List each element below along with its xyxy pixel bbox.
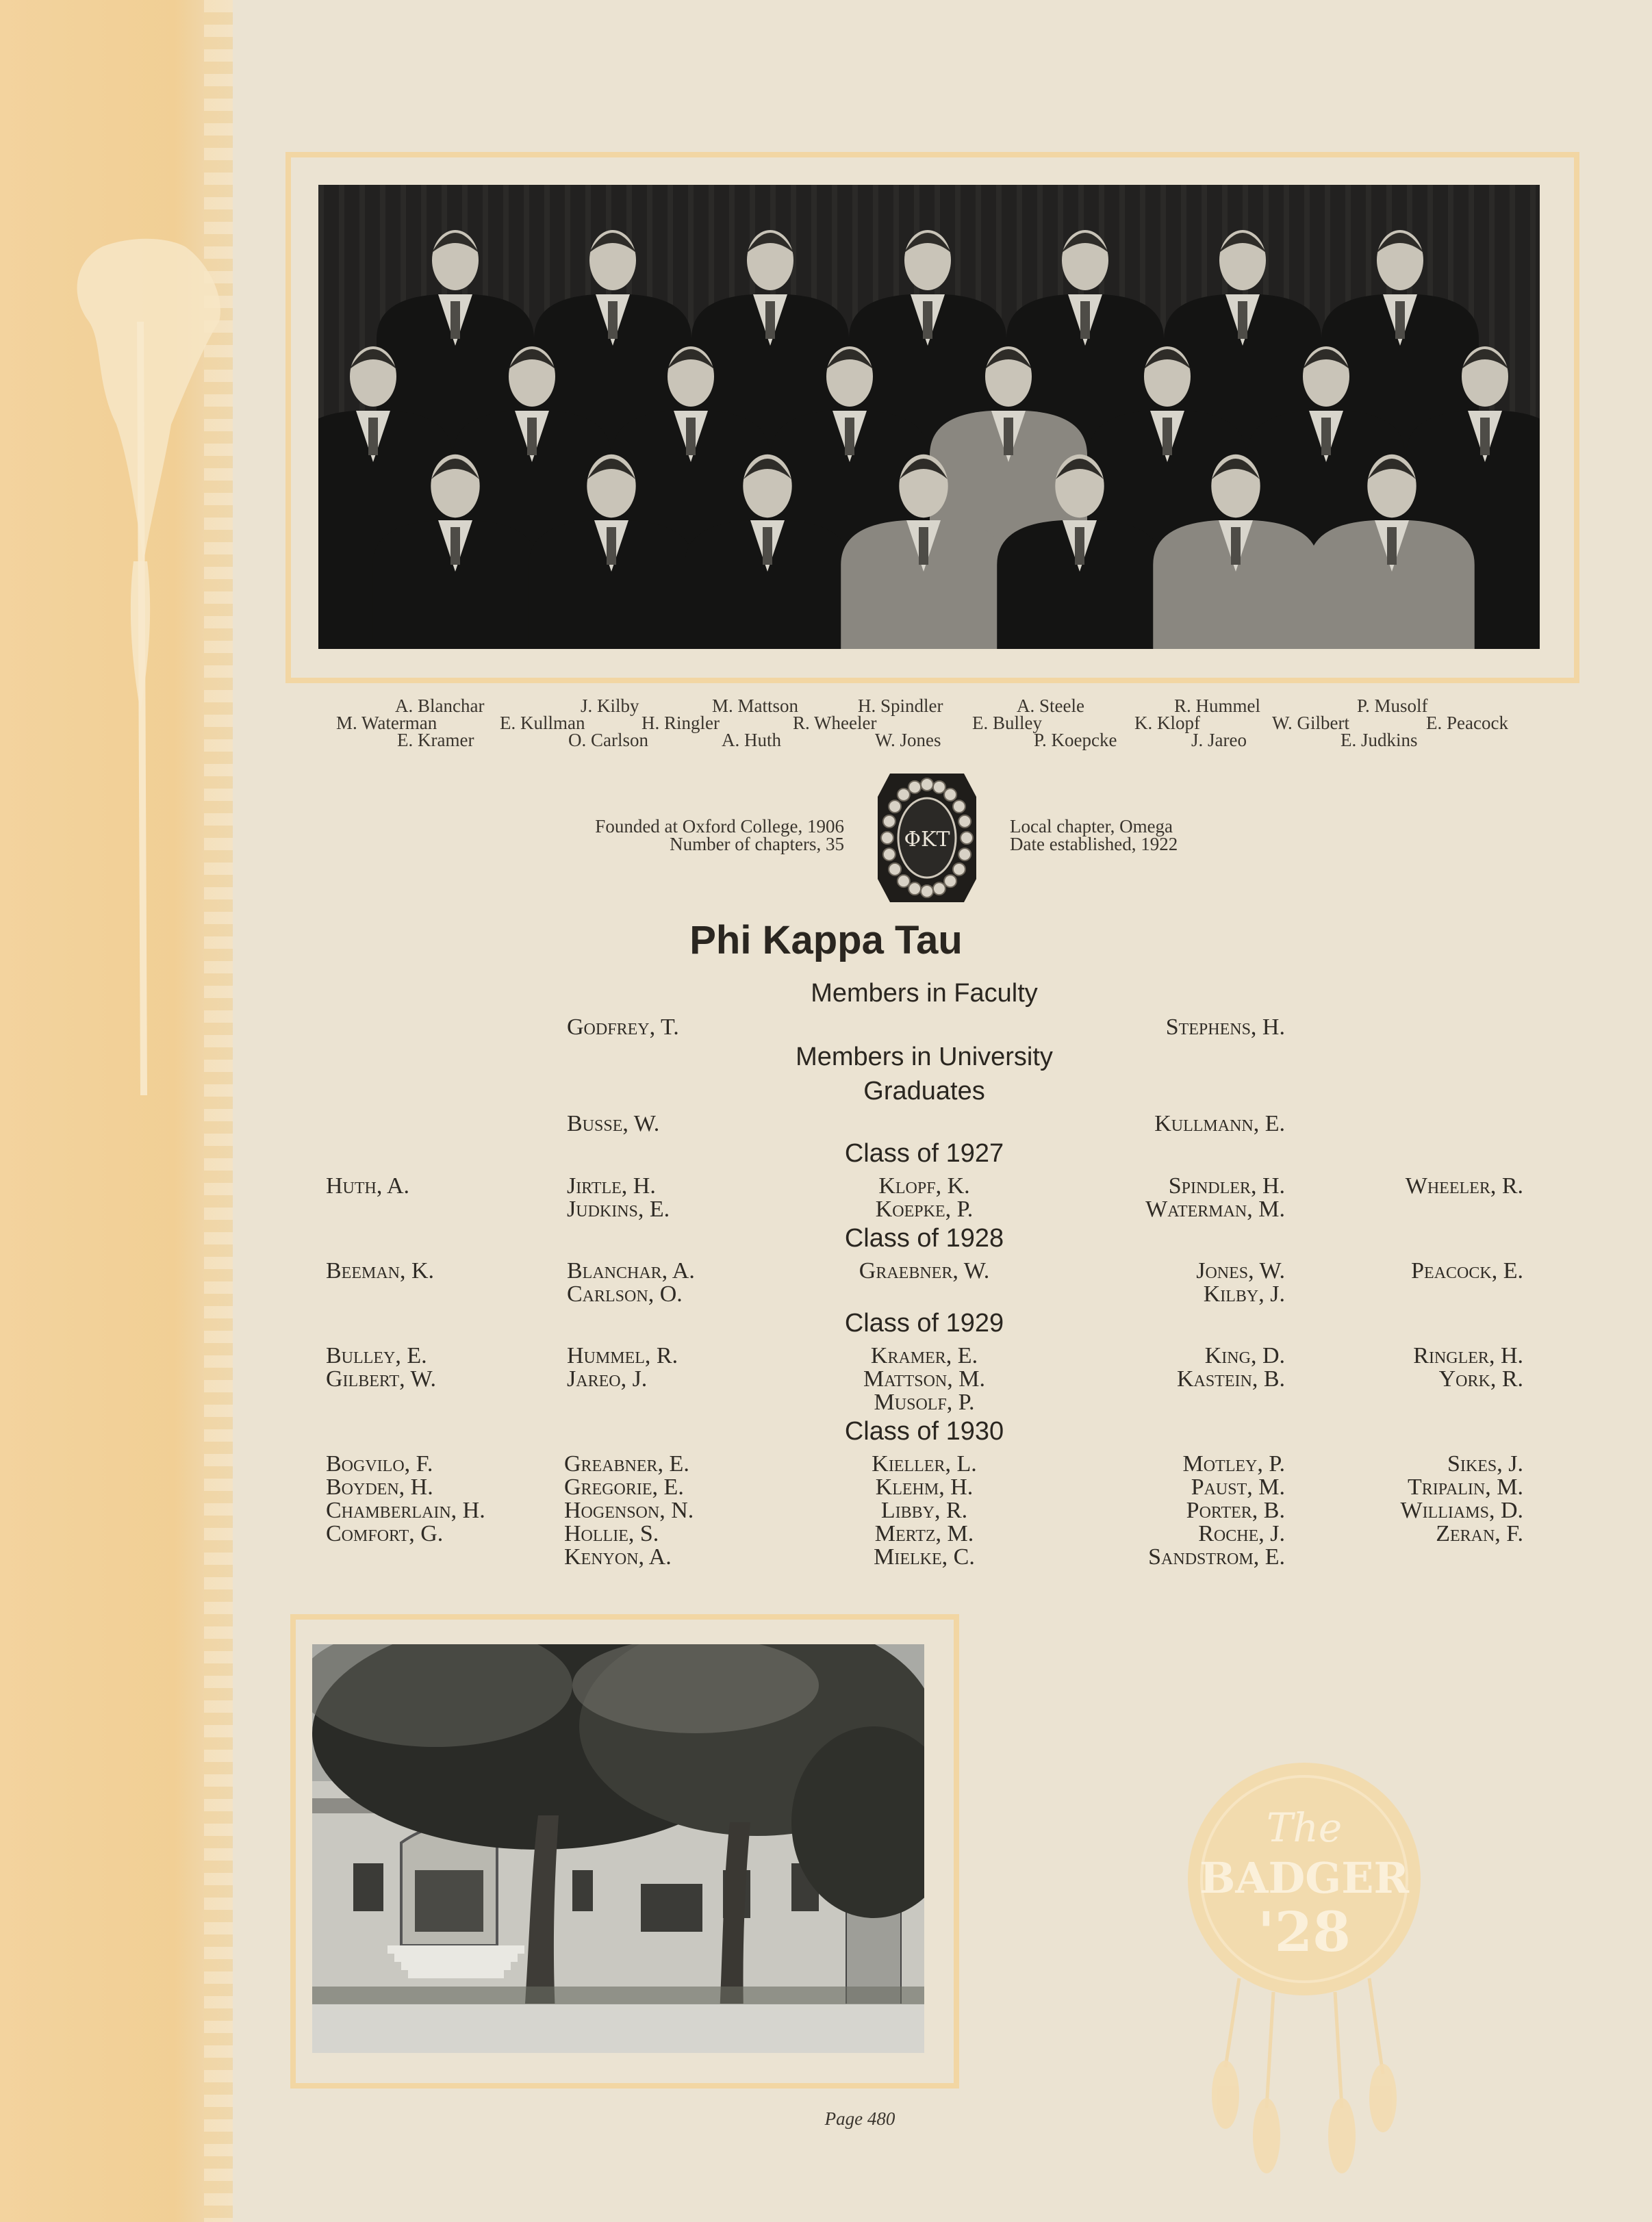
local-chapter-text: Local chapter, Omega: [1010, 816, 1173, 837]
class-1927-heading: Class of 1927: [844, 1139, 1004, 1168]
member-name: Roche, J.: [1198, 1521, 1285, 1546]
caption-name: M. Mattson: [712, 695, 799, 716]
portrait-tie: [1231, 527, 1241, 565]
caption-name: H. Spindler: [858, 695, 943, 716]
member-name: Wheeler, R.: [1405, 1173, 1523, 1199]
member-name: Jirtle, H.: [567, 1173, 656, 1199]
crest-pearl: [883, 815, 895, 828]
member-name: Chamberlain, H.: [326, 1498, 485, 1523]
class-1928-heading: Class of 1928: [844, 1224, 1004, 1253]
decorative-left-band: [0, 0, 233, 2222]
graduate-member-right: Kullmann, E.: [1154, 1111, 1285, 1136]
crest-pearl: [961, 832, 973, 844]
caption-name: E. Judkins: [1340, 730, 1418, 750]
caption-name: E. Peacock: [1426, 713, 1508, 733]
member-name: Bulley, E.: [326, 1343, 427, 1368]
portrait-tie: [1238, 301, 1247, 339]
portrait-tie: [1387, 527, 1397, 565]
group-photo: [318, 185, 1540, 649]
member-name: Hummel, R.: [567, 1343, 678, 1368]
member-name: King, D.: [1204, 1343, 1285, 1368]
crest-pearl: [958, 848, 971, 860]
class-1930-col4: [1148, 1453, 1285, 1569]
caption-name: K. Klopf: [1134, 713, 1200, 733]
class-1927-col2: [567, 1175, 670, 1221]
caption-row-3: [0, 730, 1652, 750]
crest-pearl: [898, 875, 910, 887]
member-name: Boyden, H.: [326, 1474, 433, 1500]
class-1927-col1: [326, 1175, 409, 1198]
class-1929-col3: [787, 1344, 1061, 1414]
member-name: Hogenson, N.: [564, 1498, 694, 1523]
member-name: Ringler, H.: [1413, 1343, 1523, 1368]
crest-pearl: [908, 781, 921, 793]
portrait-tie: [923, 301, 932, 339]
member-name: Bogvilo, F.: [326, 1451, 433, 1477]
chapter-house-photo: [312, 1644, 924, 2053]
member-name: Williams, D.: [1400, 1498, 1523, 1523]
member-name: Libby, R.: [880, 1498, 968, 1523]
page-number: Page 480: [824, 2108, 895, 2129]
member-name: Waterman, M.: [1145, 1197, 1285, 1222]
graduates-heading: Graduates: [863, 1077, 985, 1106]
member-name: Kramer, E.: [870, 1343, 978, 1368]
crest-pearl: [908, 882, 921, 895]
caption-name: W. Jones: [875, 730, 941, 750]
portrait-tie: [765, 301, 775, 339]
member-name: Carlson, O.: [567, 1281, 683, 1307]
class-1929-col1: [326, 1344, 436, 1391]
portrait-tie: [368, 418, 378, 455]
class-1927-col5: [1406, 1175, 1523, 1198]
member-name: Jones, W.: [1196, 1258, 1285, 1284]
member-name: Jareo, J.: [567, 1366, 648, 1392]
member-name: Peacock, E.: [1411, 1258, 1523, 1284]
crest-pearl: [921, 778, 933, 791]
class-1928-col5: [1411, 1260, 1523, 1283]
member-name: Kenyon, A.: [564, 1544, 672, 1570]
member-name: Blanchar, A.: [567, 1258, 695, 1284]
badger-28-seal: [1178, 1752, 1431, 2191]
class-1929-heading: Class of 1929: [844, 1309, 1004, 1338]
caption-name: H. Ringler: [641, 713, 720, 733]
member-name: Graebner, W.: [859, 1258, 990, 1284]
portrait-tie: [845, 418, 854, 455]
fraternity-crest: [875, 769, 979, 906]
class-1930-col1: [326, 1453, 485, 1546]
crest-pearl: [881, 832, 893, 844]
crest-pearl: [883, 848, 895, 860]
group-photo-figures: [318, 185, 1540, 649]
crest-pearl: [953, 863, 965, 876]
member-name: Sandstrom, E.: [1148, 1544, 1285, 1570]
portrait-tie: [450, 527, 460, 565]
crest-pearl: [933, 882, 945, 895]
caption-name: W. Gilbert: [1272, 713, 1349, 733]
crest-pearl: [944, 789, 956, 801]
established-text: Date established, 1922: [1010, 834, 1178, 854]
member-name: Musolf, P.: [874, 1390, 975, 1415]
faculty-member-right: Stephens, H.: [1165, 1014, 1285, 1040]
portrait-tie: [527, 418, 537, 455]
class-1930-col5: [1401, 1453, 1523, 1546]
class-1930-col2: [564, 1453, 694, 1569]
member-name: Huth, A.: [326, 1173, 410, 1199]
faculty-heading: Members in Faculty: [811, 979, 1038, 1008]
caption-name: P. Musolf: [1357, 695, 1428, 716]
seal-line-2: BADGER: [1199, 1853, 1410, 1903]
badger-seal-icon: [1178, 1752, 1431, 2191]
member-name: Kastein, B.: [1176, 1366, 1285, 1392]
class-1928-col2: [567, 1260, 695, 1306]
caption-name: J. Jareo: [1191, 730, 1247, 750]
crest-pearl: [889, 863, 901, 876]
class-1928-col4: [1196, 1260, 1285, 1306]
caption-name: M. Waterman: [336, 713, 437, 733]
portrait-tie: [1080, 301, 1090, 339]
member-name: Comfort, G.: [326, 1521, 444, 1546]
caption-name: O. Carlson: [568, 730, 648, 750]
crest-pearl: [898, 789, 910, 801]
faculty-member-left: Godfrey, T.: [567, 1014, 679, 1040]
founding-info-left: [595, 817, 844, 853]
member-name: Gregorie, E.: [564, 1474, 684, 1500]
caption-name: E. Bulley: [972, 713, 1042, 733]
caption-name: E. Kullman: [500, 713, 585, 733]
class-1930-col3: [787, 1453, 1061, 1569]
caption-name: R. Wheeler: [793, 713, 877, 733]
caption-name: E. Kramer: [397, 730, 474, 750]
graduate-member-left: Busse, W.: [567, 1111, 660, 1136]
crest-pearl: [933, 781, 945, 793]
portrait-tie: [607, 527, 616, 565]
member-name: Motley, P.: [1182, 1451, 1285, 1477]
crest-letters: ΦΚΤ: [904, 828, 950, 852]
portrait-tie: [1004, 418, 1013, 455]
caption-name: P. Koepcke: [1034, 730, 1117, 750]
crest-pearl: [958, 815, 971, 828]
member-name: Tripalin, M.: [1408, 1474, 1523, 1500]
class-1929-col4: [1177, 1344, 1285, 1391]
class-1927-col4: [1145, 1175, 1285, 1221]
seal-line-1: The: [1266, 1804, 1343, 1851]
member-name: Kilby, J.: [1203, 1281, 1285, 1307]
page-title: Phi Kappa Tau: [689, 918, 963, 962]
class-1930-heading: Class of 1930: [844, 1417, 1004, 1446]
caption-name: A. Blanchar: [395, 695, 485, 716]
class-1929-col2: [567, 1344, 678, 1391]
portrait-tie: [608, 301, 618, 339]
member-name: Greabner, E.: [564, 1451, 689, 1477]
crest-pearl: [889, 800, 901, 813]
crest-pearl: [944, 875, 956, 887]
class-1929-col5: [1413, 1344, 1523, 1391]
portrait-tie: [919, 527, 928, 565]
member-name: Hollie, S.: [564, 1521, 659, 1546]
member-name: Zeran, F.: [1436, 1521, 1523, 1546]
member-name: Klehm, H.: [875, 1474, 974, 1500]
member-name: Porter, B.: [1186, 1498, 1285, 1523]
member-name: Sikes, J.: [1447, 1451, 1523, 1477]
member-name: Judkins, E.: [567, 1197, 670, 1222]
caption-name: A. Steele: [1017, 695, 1084, 716]
house-and-trees-illustration: [312, 1644, 924, 2053]
portrait-tie: [450, 301, 460, 339]
portrait-tie: [1480, 418, 1490, 455]
portrait-tie: [1395, 301, 1405, 339]
class-1928-col3: [787, 1260, 1061, 1283]
class-1928-col1: [326, 1260, 434, 1283]
portrait-tie: [1075, 527, 1084, 565]
founding-info-right: [1010, 817, 1178, 853]
member-name: Mattson, M.: [863, 1366, 985, 1392]
member-name: Mielke, C.: [874, 1544, 975, 1570]
feather-ornament-icon: [0, 0, 233, 2222]
member-name: Koepke, P.: [875, 1197, 974, 1222]
member-name: Mertz, M.: [874, 1521, 974, 1546]
portrait-tie: [1162, 418, 1172, 455]
member-name: Paust, M.: [1191, 1474, 1285, 1500]
caption-name: R. Hummel: [1174, 695, 1260, 716]
member-name: Beeman, K.: [326, 1258, 435, 1284]
member-name: Spindler, H.: [1168, 1173, 1285, 1199]
chapters-text: Number of chapters, 35: [670, 834, 844, 854]
class-1927-col3: [787, 1175, 1061, 1221]
member-name: Kieller, L.: [872, 1451, 977, 1477]
seal-line-3: '28: [1258, 1900, 1351, 1964]
member-name: York, R.: [1438, 1366, 1523, 1392]
portrait-tie: [1321, 418, 1331, 455]
portrait-tie: [686, 418, 696, 455]
caption-name: J. Kilby: [581, 695, 639, 716]
crest-pearl: [921, 885, 933, 897]
crest-pearl: [953, 800, 965, 813]
university-heading: Members in University: [796, 1043, 1053, 1071]
founded-text: Founded at Oxford College, 1906: [595, 816, 844, 837]
member-name: Klopf, K.: [878, 1173, 970, 1199]
portrait-tie: [763, 527, 772, 565]
member-name: Gilbert, W.: [326, 1366, 436, 1392]
crest-badge-icon: [875, 769, 979, 906]
caption-name: A. Huth: [722, 730, 781, 750]
